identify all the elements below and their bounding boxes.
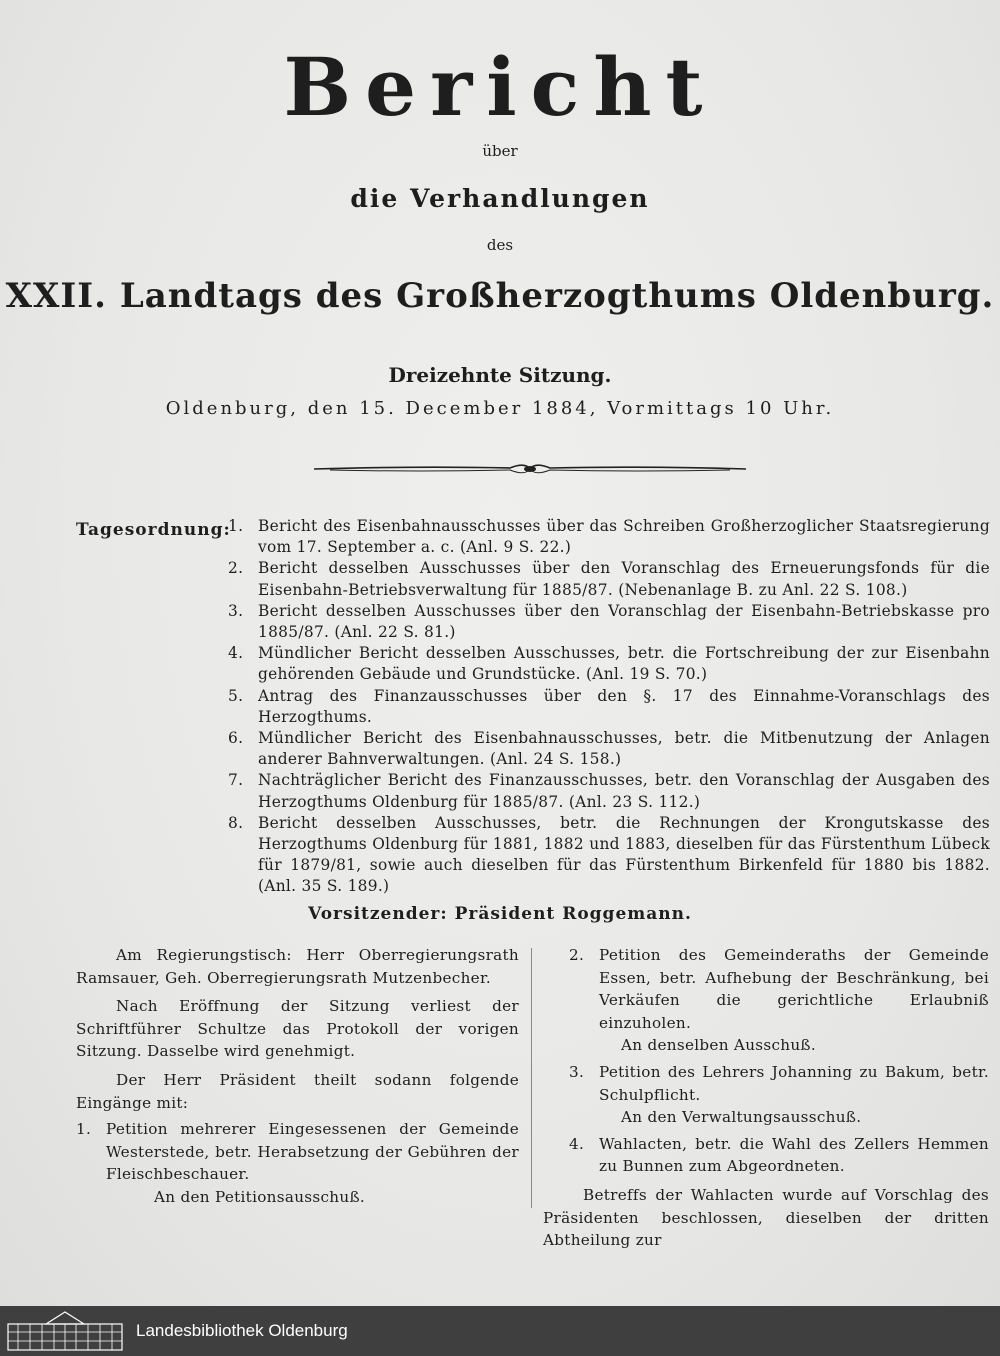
petition-text: Petition des Gemeinderaths der Gemeinde Essen, betr. Aufhebung der Beschränkung, bei Verkäufen die gerichtliche Erlaubniß einzuholen.: [599, 946, 989, 1032]
petition-text: Petition mehrerer Eingesessenen der Gemeinde Westerstede, betr. Herabsetzung der Gebühren der Fleischbeschauer.: [106, 1120, 519, 1184]
opening-paragraph: Nach Eröffnung der Sitzung verliest der Schriftführer Schultze das Protokoll der vorigen Sitzung. Dasselbe wird genehmigt.: [76, 997, 519, 1061]
agenda-item-text: Mündlicher Bericht des Eisenbahnausschusses, betr. die Mitbenutzung der Anlagen anderer Bahnverwaltungen. (Anl. 24 S. 158.): [258, 729, 990, 769]
agenda-item-number: 2.: [228, 559, 244, 578]
subtitle-verhandlungen: die Verhandlungen: [350, 184, 650, 213]
petition-referral: An den Petitionsausschuß.: [154, 1187, 366, 1206]
agenda-item-number: 5.: [228, 686, 244, 705]
library-name: Landesbibliothek Oldenburg: [136, 1321, 348, 1340]
petition-number: 3.: [569, 1062, 585, 1081]
government-table-paragraph: Am Regierungstisch: Herr Oberregierungsrath Ramsauer, Geh. Oberregierungsrath Mutzenbecher.: [76, 946, 519, 987]
petition-item: [543, 1061, 989, 1106]
chair-heading: Vorsitzender: Präsident Roggemann.: [308, 904, 692, 924]
agenda-item-number: 1.: [228, 517, 244, 535]
document-title: Bericht: [283, 40, 717, 134]
agenda-item-text: Bericht des Eisenbahnausschusses über das Schreiben Großherzoglicher Staatsregierung vom 17. September a. c. (Anl. 9 S. 22.): [258, 517, 990, 557]
subtitle-landtag: XXII. Landtags des Großherzogthums Oldenburg.: [5, 276, 995, 316]
library-footer-bar: [0, 1306, 1000, 1356]
left-column: [76, 944, 519, 1213]
petition-text: Wahlacten, betr. die Wahl des Zellers Hemmen zu Bunnen zum Abgeordneten.: [599, 1134, 989, 1176]
agenda-item: [228, 601, 990, 643]
petition-number: 1.: [76, 1120, 92, 1139]
agenda-item-text: Bericht desselben Ausschusses über den Voranschlag der Eisenbahn-Betriebskasse pro 1885/87. (Anl. 22 S. 81.): [258, 601, 990, 642]
petition-referral: An den Verwaltungsausschuß.: [621, 1108, 862, 1127]
title-connector-ueber: über: [482, 142, 518, 160]
agenda-item: [228, 516, 990, 558]
title-connector-des: des: [486, 236, 514, 254]
agenda-item-text: Antrag des Finanzausschusses über den §. 17 des Einnahme-Voranschlags des Herzogthums.: [258, 686, 990, 726]
agenda-item: [228, 686, 990, 728]
agenda-label: Tagesordnung:: [76, 520, 231, 540]
agenda-item-number: 7.: [228, 771, 244, 790]
agenda-item-text: Bericht desselben Ausschusses über den Voranschlag des Erneuerungsfonds für die Eisenbahn-Betriebsverwaltung für 1885/87. (Nebenanlage B. zu Anl. 22 S. 108.): [258, 559, 990, 599]
petition-item: [76, 1118, 519, 1186]
petition-number: 4.: [569, 1134, 585, 1153]
agenda-item-number: 6.: [228, 729, 244, 748]
petition-text: Petition des Lehrers Johanning zu Bakum, betr. Schulpflicht.: [599, 1062, 989, 1104]
ornament-divider: [310, 458, 750, 480]
agenda-item: [228, 770, 990, 812]
petition-referral: An denselben Ausschuß.: [621, 1036, 817, 1055]
agenda-item-text: Mündlicher Bericht desselben Ausschusses, betr. die Fortschreibung der zur Eisenbahn gehörenden Gebäude und Grundstücke. (Anl. 19 S. 70.): [258, 644, 990, 684]
closing-paragraph: Betreffs der Wahlacten wurde auf Vorschlag des Präsidenten beschlossen, dieselben der dritten Abtheilung zur: [543, 1185, 989, 1250]
column-divider: [531, 948, 532, 1208]
session-heading: Dreizehnte Sitzung.: [388, 363, 612, 387]
agenda-item-text: Nachträglicher Bericht des Finanzausschusses, betr. den Voranschlag der Ausgaben des Herzogthums Oldenburg für 1885/87. (Anl. 23 S. 112.): [258, 771, 990, 811]
petition-number: 2.: [569, 946, 585, 964]
agenda-item: [228, 728, 990, 770]
petition-item: [543, 944, 989, 1034]
agenda-list: [228, 516, 990, 898]
agenda-item: [228, 558, 990, 600]
petition-item: [543, 1133, 989, 1178]
right-column: [543, 944, 989, 1256]
agenda-item-number: 3.: [228, 601, 244, 620]
library-building-icon: [6, 1310, 124, 1352]
agenda-item-number: 8.: [228, 813, 244, 832]
incoming-paragraph: Der Herr Präsident theilt sodann folgende Eingänge mit:: [76, 1070, 519, 1112]
agenda-item: [228, 643, 990, 685]
agenda-item-text: Bericht desselben Ausschusses, betr. die Rechnungen der Krongutskasse des Herzogthums Oldenburg für 1881, 1882 und 1883, dieselben für das Fürstenthum Lübeck für 1879/81, sowie auch dieselben für das Fürstenthum Birkenfeld für 1880 bis 1882. (Anl. 35 S. 189.): [258, 813, 990, 896]
agenda-item: [228, 813, 990, 898]
agenda-item-number: 4.: [228, 644, 244, 663]
place-date-line: Oldenburg, den 15. December 1884, Vormittags 10 Uhr.: [165, 398, 835, 419]
